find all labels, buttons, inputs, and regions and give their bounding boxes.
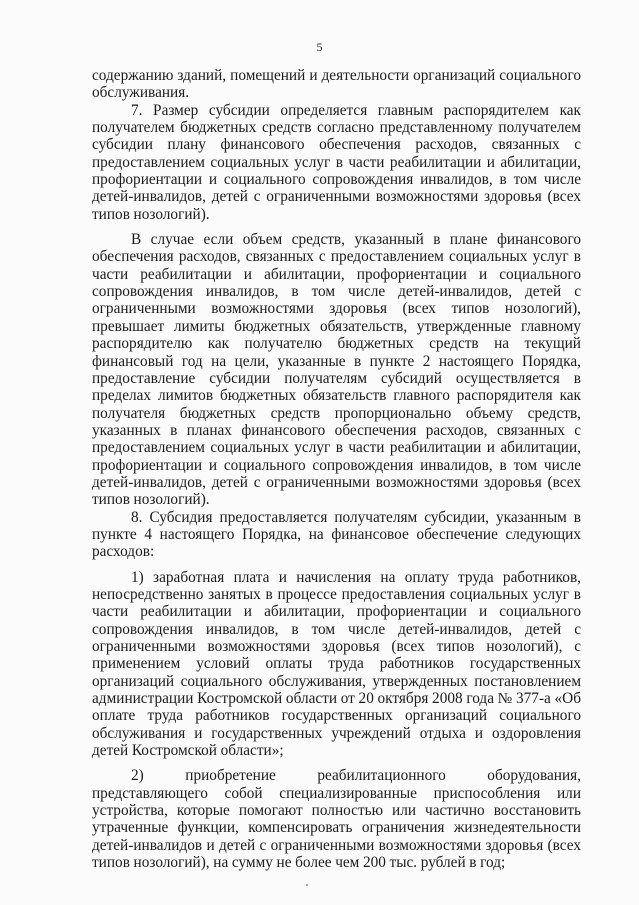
subitem-2-equipment: 2) приобретение реабилитационного оборудования, представляющего собой специализированные приспособления или устройства, которые помогают полностью или частично восстановить утраченные функции, компенсировать ограничения жизнедеятельности детей-инвалидов и детей с ограниченными возможностями здоровья (всех типов нозологий), на сумму не более чем 200 тыс. рублей в год; [92,767,581,872]
page-number: 5 [316,40,323,54]
subitem-1-salary: 1) заработная плата и начисления на оплату труда работников, непосредственно занятых в процессе предоставления социальных услуг в части реабилитации и абилитации, профориентации и социального сопровождения инвалидов, в том числе детей-инвалидов, детей с ограниченными возможностями здоровья (всех типов нозологий), с применением условий оплаты труда работников государственных организаций социального обслуживания, утвержденных постановлением администрации Костромской области от 20 октября 2008 года № 377-а «Об оплате труда работников государственных организаций социального обслуживания и государственных учреждений отдыха и оздоровления детей Костромской области»; [92,568,581,760]
paragraph-subsidy-limits: В случае если объем средств, указанный в плане финансового обеспечения расходов, связанных с предоставлением социальных услуг в части реабилитации и абилитации, профориентации и социального сопровождения инвалидов, в том числе детей-инвалидов, детей с ограниченными возможностями здоровья (всех типов нозологий), превышает лимиты бюджетных обязательств, утвержденные главному распорядителю как получателю бюджетных средств на текущий финансовый год на цели, указанные в пункте 2 настоящего Порядка, предоставление субсидии получателям субсидий осуществляется в пределах лимитов бюджетных обязательств главного распорядителя как получателя бюджетных средств пропорционально объему средств, указанных в планах финансового обеспечения расходов, связанных с предоставлением социальных услуг в части реабилитации и абилитации, профориентации и социального сопровождения инвалидов, в том числе детей-инвалидов, детей с ограниченными возможностями здоровья (всех типов нозологий). [92,231,581,509]
paragraph-continuation: содержанию зданий, помещений и деятельности организаций социального обслуживания. [92,67,581,102]
scan-speck [306,884,308,886]
paragraph-item-7: 7. Размер субсидии определяется главным распорядителем как получателем бюджетных средств согласно представленному получателем субсидии плану финансового обеспечения расходов, связанных с предоставлением социальных услуг в части реабилитации и абилитации, профориентации и социального сопровождения инвалидов, в том числе детей-инвалидов, детей с ограниченными возможностями здоровья (всех типов нозологий). [92,101,581,223]
paragraph-item-8: 8. Субсидия предоставляется получателям субсидии, указанным в пункте 4 настоящего Порядка, на финансовое обеспечение следующих расходов: [92,508,581,561]
document-body [92,67,581,871]
